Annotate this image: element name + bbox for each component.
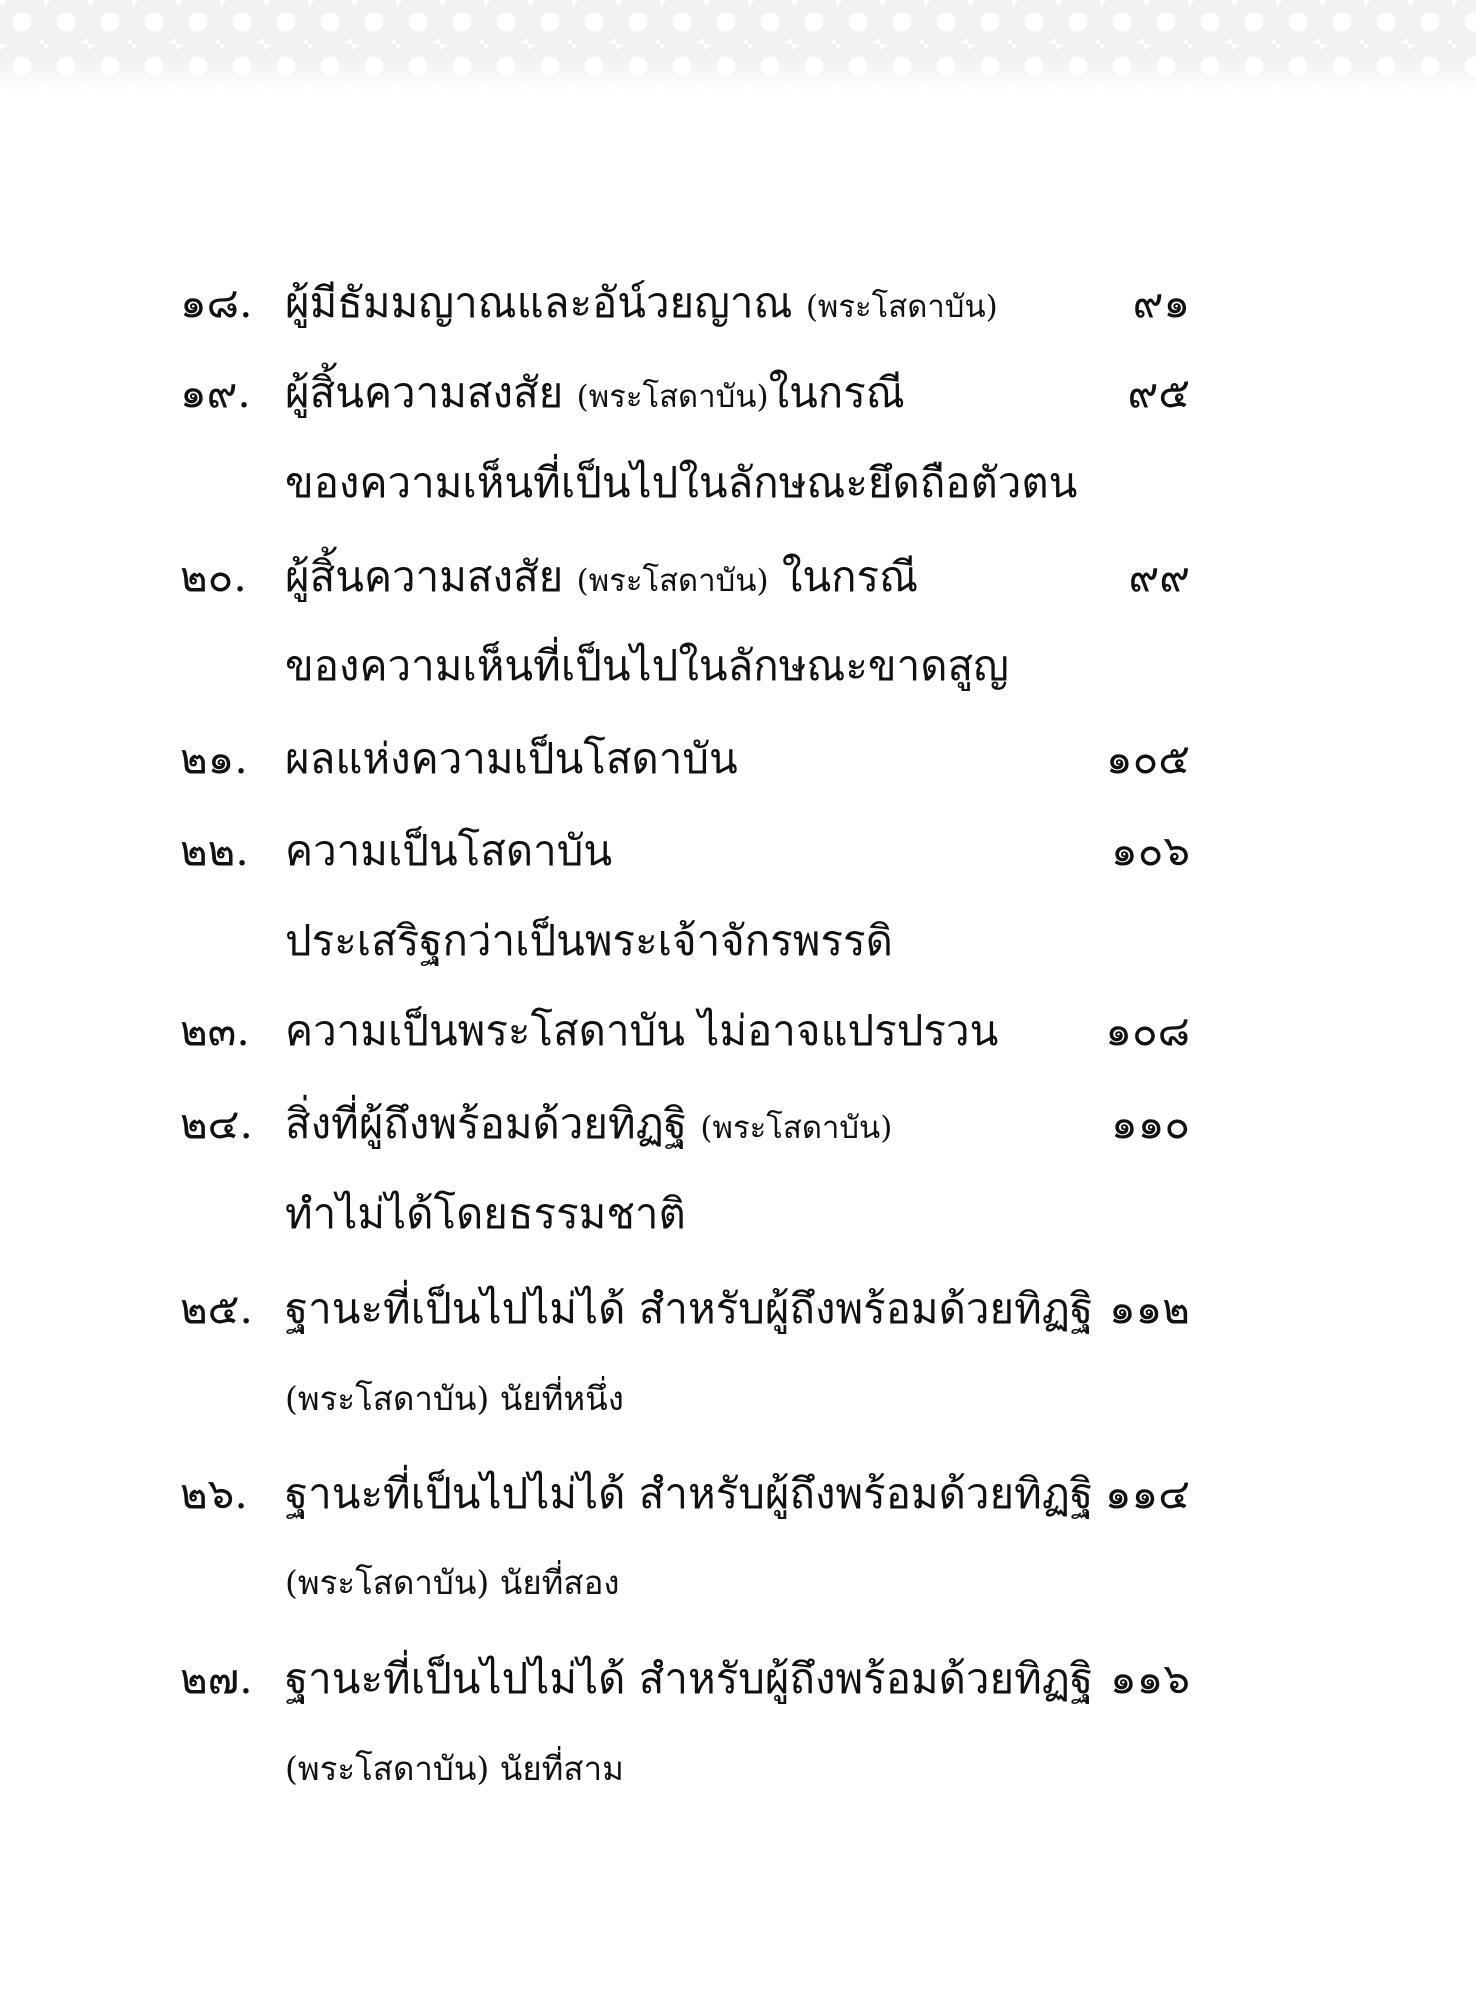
entry-title: ฐานะที่เป็นไปไม่ได้ สำหรับผู้ถึงพร้อมด้วยทิฏฐิ [285,1654,1094,1703]
entry-continuation: ประเสริฐกว่าเป็นพระเจ้าจักรพรรดิ [285,916,893,965]
entry-continuation: ของความเห็นที่เป็นไปในลักษณะขาดสูญ [285,641,1009,690]
entry-number: ๒๔. [180,1099,253,1148]
entry-number: ๑๘. [180,278,253,327]
entry-number: ๒๕. [180,1284,253,1333]
entry-number: ๒๑. [180,734,248,783]
entry-title: ฐานะที่เป็นไปไม่ได้ สำหรับผู้ถึงพร้อมด้วยทิฏฐิ [285,1469,1094,1518]
entry-title: ความเป็นพระโสดาบัน ไม่อาจแปรปรวน [285,1006,999,1055]
entry-title: ผลแห่งความเป็นโสดาบัน [285,734,738,783]
entry-continuation: ทำไม่ได้โดยธรรมชาติ [285,1189,686,1238]
entry-page: ๑๐๘ [1105,1006,1190,1055]
entry-number: ๒๗. [180,1654,253,1703]
entry-page: ๙๙ [1128,552,1190,601]
entry-page: ๑๑๐ [1111,1099,1190,1148]
entry-number: ๑๙. [180,368,251,417]
entry-continuation: (พระโสดาบัน) นัยที่สอง [285,1563,620,1602]
entry-page: ๑๑๖ [1110,1654,1190,1703]
entry-page: ๑๑๔ [1104,1469,1190,1518]
entry-title: ความเป็นโสดาบัน [285,826,613,875]
entry-title: ผู้มีธัมมญาณและอัน์วยญาณ (พระโสดาบัน) [285,278,998,327]
entry-title: ผู้สิ้นความสงสัย (พระโสดาบัน)ในกรณี [285,368,905,417]
entry-number: ๒๖. [180,1469,248,1518]
entry-number: ๒๓. [180,1006,250,1055]
entry-page: ๑๐๕ [1105,734,1190,783]
entry-page: ๑๑๒ [1108,1284,1190,1333]
entry-number: ๒๐. [180,552,247,601]
entry-continuation: ของความเห็นที่เป็นไปในลักษณะยึดถือตัวตน [285,458,1078,507]
entry-number: ๒๒. [180,826,249,875]
entry-title: ผู้สิ้นความสงสัย (พระโสดาบัน) ในกรณี [285,552,919,601]
entry-page: ๑๐๖ [1111,826,1190,875]
entry-continuation: (พระโสดาบัน) นัยที่สาม [285,1749,624,1788]
entry-title: สิ่งที่ผู้ถึงพร้อมด้วยทิฏฐิ (พระโสดาบัน) [285,1099,893,1148]
entry-page: ๙๕ [1127,368,1190,417]
entry-page: ๙๑ [1132,278,1190,327]
entry-continuation: (พระโสดาบัน) นัยที่หนึ่ง [285,1379,624,1418]
entry-title: ฐานะที่เป็นไปไม่ได้ สำหรับผู้ถึงพร้อมด้วยทิฏฐิ [285,1284,1094,1333]
